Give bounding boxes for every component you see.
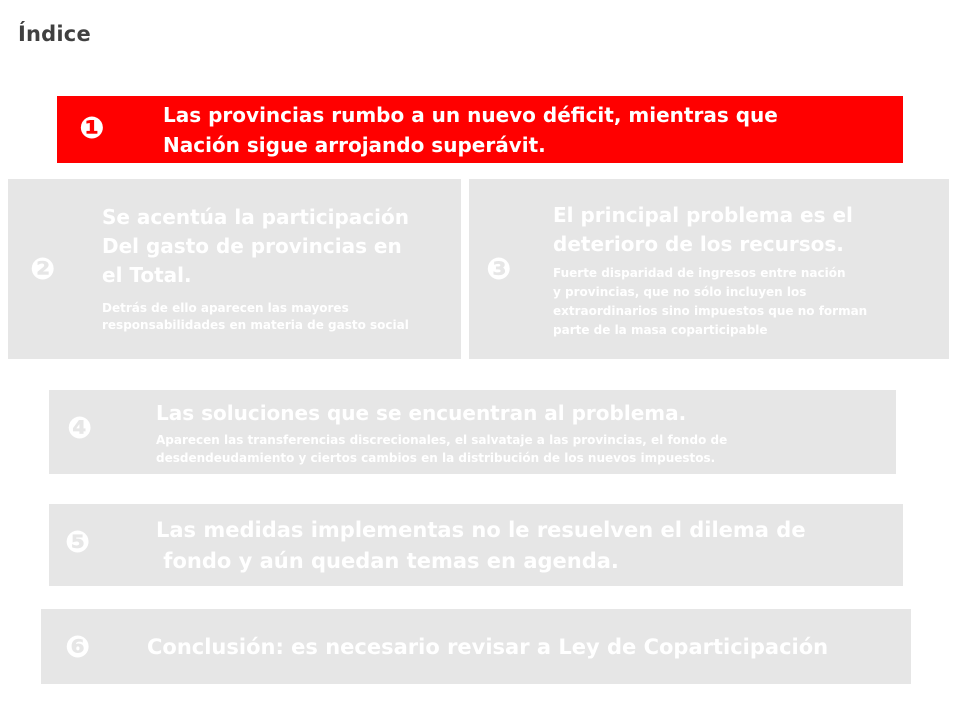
number-2-icon: ❷ [30,252,56,287]
index-item-5[interactable] [49,504,903,586]
index-item-1[interactable] [57,96,903,163]
page-title: Índice [18,22,91,46]
index-item-2[interactable] [8,179,461,359]
index-item-2-heading: Se acentúa la participación Del gasto de provincias en el Total. [102,205,409,287]
index-item-4-detail: Aparecen las transferencias discrecionales, el salvataje a las provincias, el fondo de desdendeudamiento y ciertos cambios en la distribución de los nuevos impuestos. [156,433,728,465]
index-item-4[interactable] [49,390,896,474]
index-item-1-heading: Las provincias rumbo a un nuevo déficit, mientras que Nación sigue arrojando superávit. [163,103,778,157]
index-item-5-heading: Las medidas implementas no le resuelven el dilema de fondo y aún quedan temas en agenda. [156,518,806,573]
number-6-icon: ❻ [65,630,91,665]
number-1-icon: ❶ [79,111,105,146]
index-item-3-heading: El principal problema es el deterioro de los recursos. [553,203,853,256]
index-item-6-heading: Conclusión: es necesario revisar a Ley de Coparticipación [147,635,829,659]
index-item-3-detail: Fuerte disparidad de ingresos entre nación y provincias, que no sólo incluyen los extraordinarios sino impuestos que no forman parte de la masa coparticipable [553,266,868,337]
index-item-2-detail: Detrás de ello aparecen las mayores responsabilidades en materia de gasto social [102,301,409,332]
index-item-4-heading: Las soluciones que se encuentran al problema. [156,401,687,425]
index-item-6[interactable] [41,609,911,684]
number-3-icon: ❸ [486,252,512,287]
number-4-icon: ❹ [67,411,93,446]
index-item-3[interactable] [469,179,949,359]
number-5-icon: ❺ [65,525,91,560]
